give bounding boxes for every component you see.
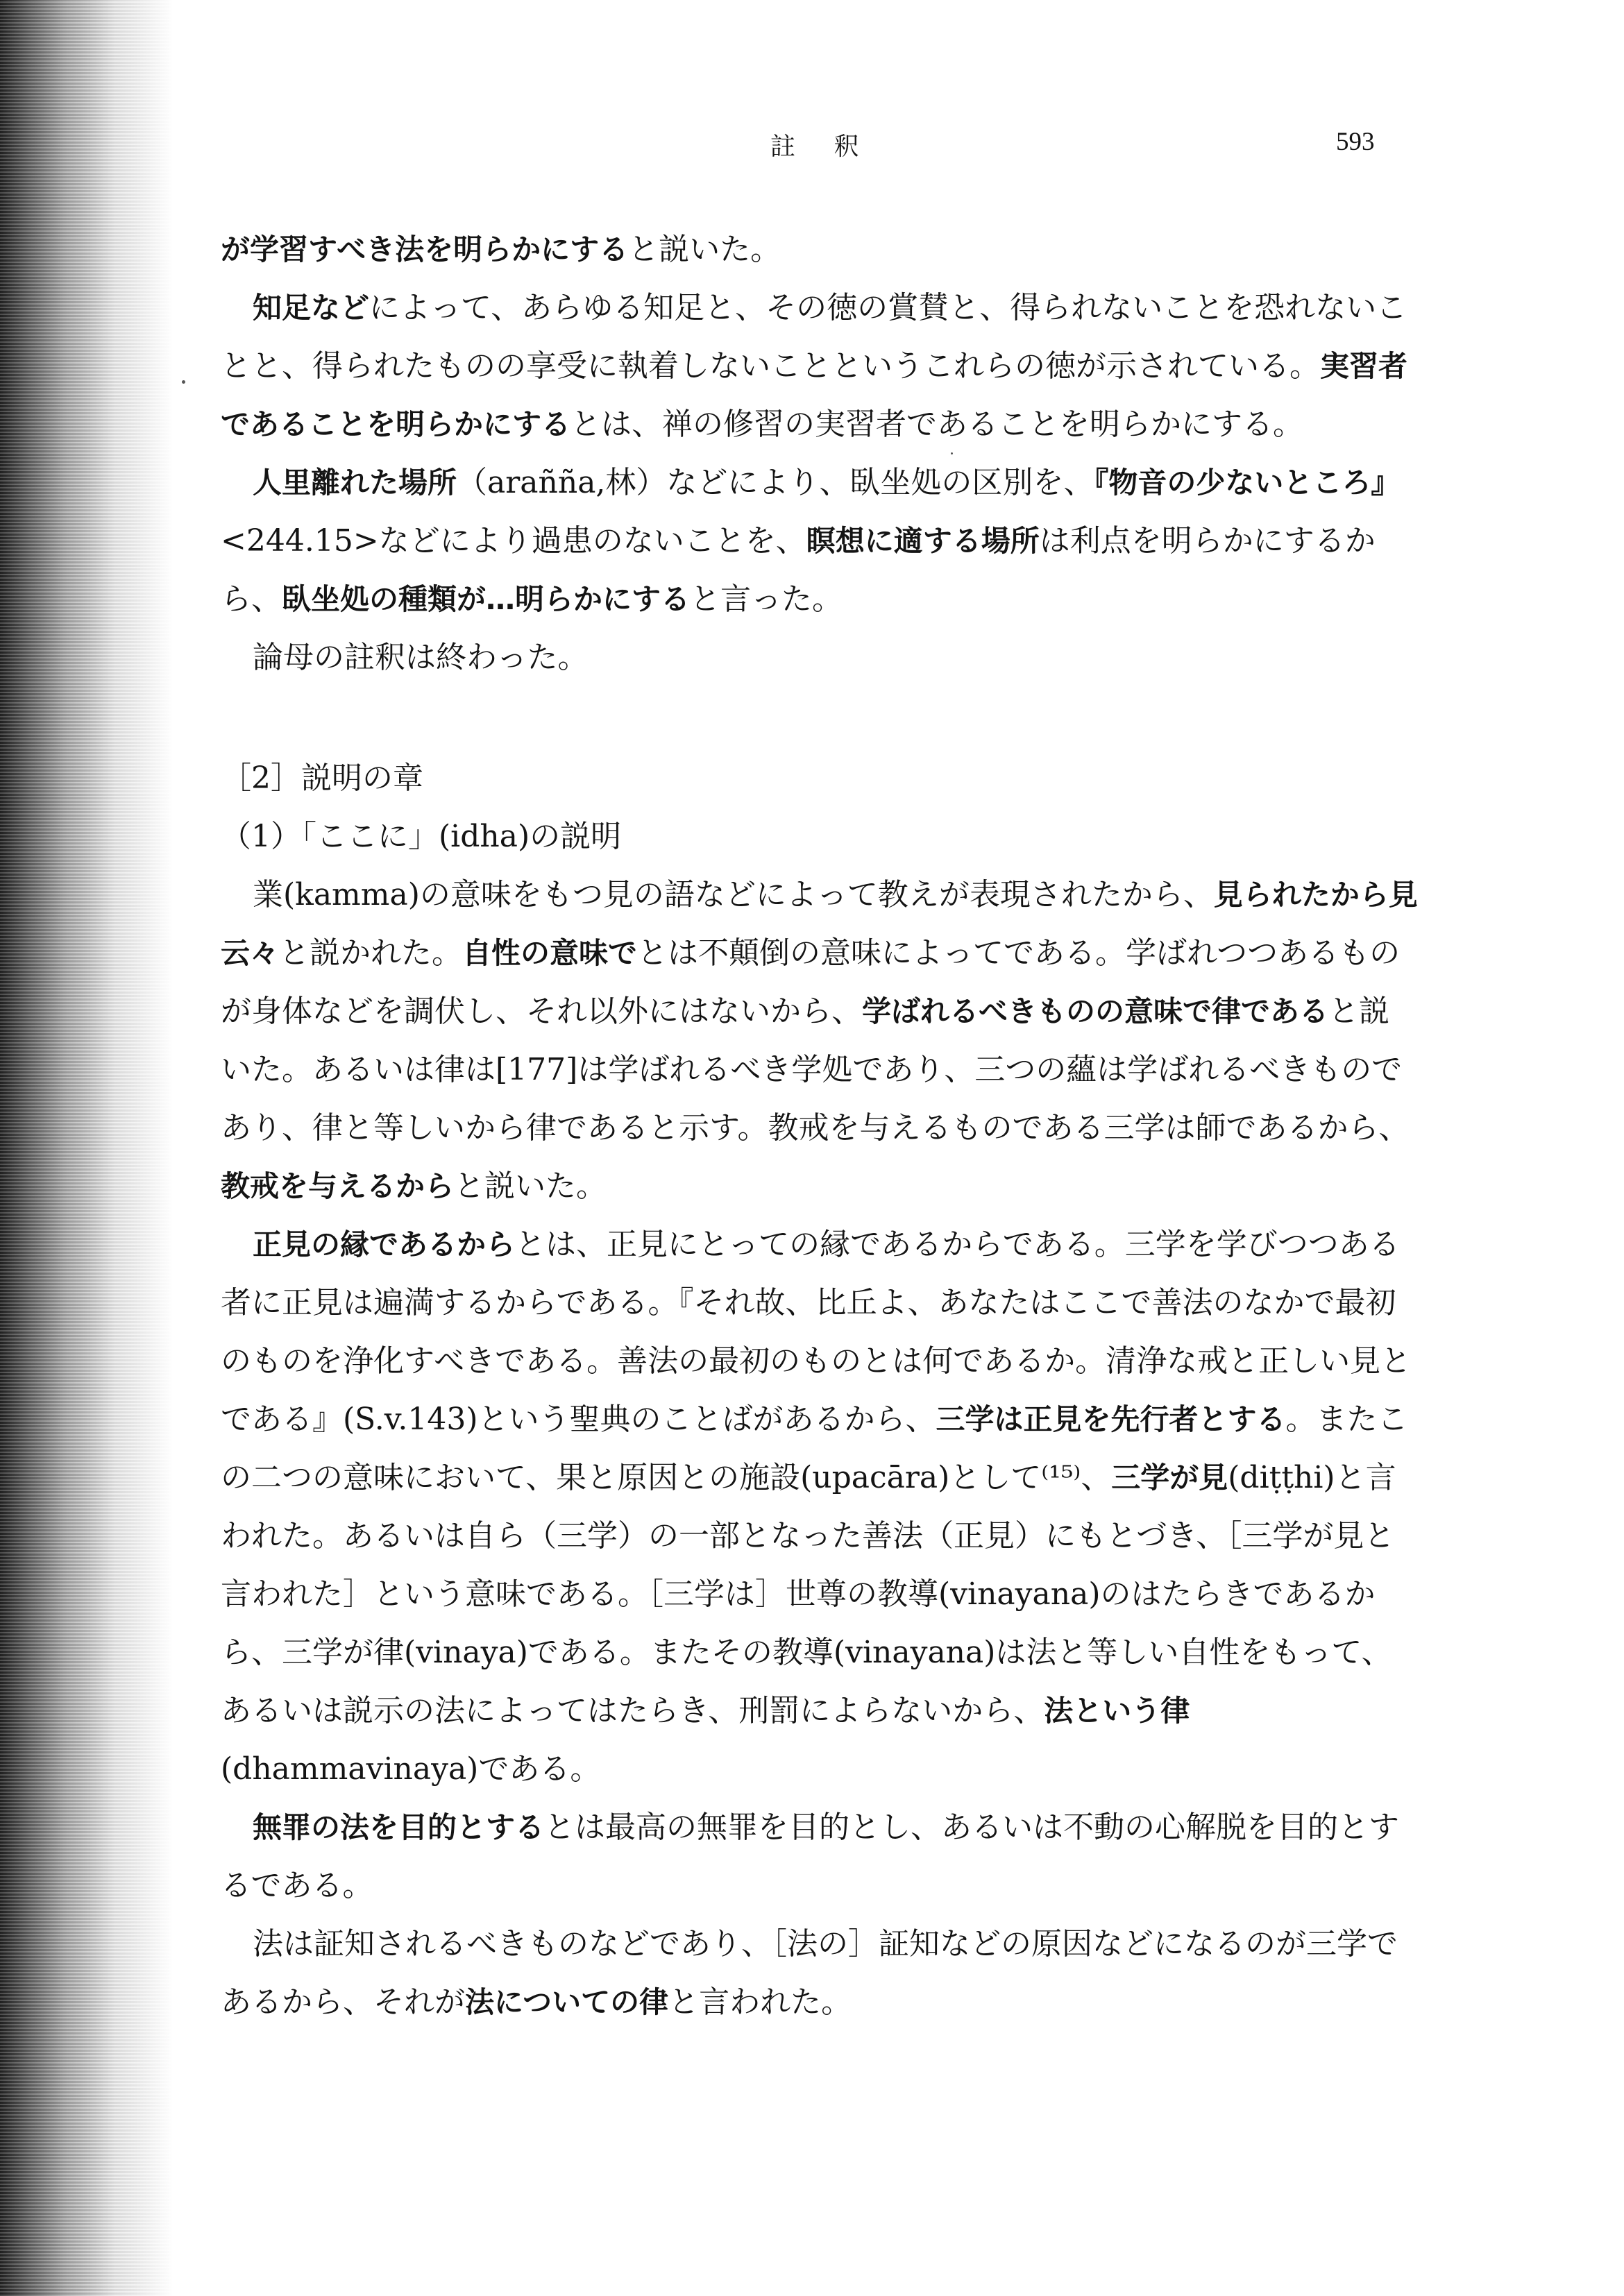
bold-term: 実習者であることを明らかにする <box>221 349 1408 441</box>
bold-term: 『物音の少ないところ』 <box>1094 466 1401 500</box>
bold-term: 臥坐処の種類が…明らかにする <box>282 582 691 616</box>
text-run: とは最高の無罪を目的とし、あるいは不動の心解脱を目的とするである。 <box>221 1810 1400 1903</box>
text-run: ［2］説明の章 <box>221 760 423 796</box>
bold-term: 教戒を与えるから <box>221 1169 455 1203</box>
text-run: によって、あらゆる知足と、その徳の賞賛と、得られないことを恐れないことと、得られたものの享受に執着しないことというこれらの徳が示されている。 <box>221 290 1407 384</box>
text-run: <244.15>などにより過患のないことを、 <box>221 523 806 559</box>
bold-term: 見られたから見云々 <box>221 878 1418 970</box>
text-run: （1）「ここに」(idha)の説明 <box>221 819 622 854</box>
paragraph <box>221 629 1418 687</box>
bold-term: 三学は正見を先行者とする <box>936 1402 1286 1436</box>
body-text <box>221 221 1418 2032</box>
text-run: と説いた。あるいは律は[177]は学ばれるべき学処であり、三つの蘊は学ばれるべきものであり、律と等しいから律であると示す。教戒を与えるものである三学は師であるから、 <box>221 994 1410 1146</box>
paragraph <box>221 1216 1418 1798</box>
text-run: は利点を明らかにするから、 <box>221 523 1376 617</box>
running-head: 註 釈 <box>770 133 874 161</box>
text-run: 論母の註釈は終わった。 <box>253 640 589 675</box>
paragraph <box>221 221 1418 279</box>
paragraph <box>221 866 1418 1216</box>
text-run: と説かれた。 <box>279 935 463 971</box>
text-run: と言った。 <box>690 581 843 617</box>
text-run: とは、正見にとっての縁であるからである。三学を学びつつある者に正見は遍満するからである。『それ故、比丘よ、あなたはここで善法のなかで最初のものを浄化すべきである。善法の最初のものとは何であるか。清浄な戒と正しい見とである』(S.v.143)という聖典のことばがあるから、 <box>221 1227 1412 1437</box>
paragraph <box>221 1798 1418 1915</box>
bold-term: 知足など <box>253 291 370 325</box>
binding-gutter-texture <box>0 0 174 2296</box>
text-run: とは不顛倒の意味によってである。学ばれつつあるものが身体などを調伏し、それ以外にはないから、 <box>221 935 1401 1029</box>
text-run: （arañña,林）などにより、臥坐処の区別を、 <box>457 465 1094 500</box>
text-run: と言われた。 <box>668 1984 852 2020</box>
paragraph <box>221 1915 1418 2032</box>
text-run: 業(kamma)の意味をもつ見の語などによって教えが表現されたから、 <box>253 877 1214 912</box>
bold-term: 瞑想に適する場所 <box>806 524 1040 558</box>
scan-speck <box>951 452 953 454</box>
page-number: 593 <box>1336 128 1375 156</box>
scan-speck <box>182 380 185 384</box>
bold-term: 法という律 <box>1044 1694 1190 1728</box>
bold-term: が学習すべき法を明らかにする <box>221 232 629 266</box>
bold-term: 三学が見 <box>1111 1461 1228 1495</box>
bold-term: 法についての律 <box>465 1985 669 2019</box>
bold-term: 無罪の法を目的とする <box>253 1810 545 1844</box>
paragraph <box>221 279 1418 454</box>
text-run: 法は証知されるべきものなどであり、［法の］証知などの原因などになるのが三学であるから、それが <box>221 1926 1398 2020</box>
bold-term: 正見の縁であるから <box>253 1227 516 1261</box>
paragraph <box>221 808 1418 866</box>
text-run: 。またこの二つの意味において、果と原因との施設(upacāra)として⁽¹⁵⁾、 <box>221 1402 1408 1495</box>
bold-term: 人里離れた場所 <box>253 466 457 500</box>
text-run: (dhammavinaya)である。 <box>221 1751 601 1787</box>
section-gap <box>221 687 1418 749</box>
paragraph <box>221 454 1418 629</box>
bold-term: 学ばれるべきものの意味で律である <box>862 994 1329 1028</box>
text-run: と説いた。 <box>454 1168 607 1204</box>
text-run: と説いた。 <box>628 232 781 267</box>
text-run: とは、禅の修習の実習者であることを明らかにする。 <box>570 407 1304 442</box>
text-run: (diṭṭhi)と言われた。あるいは自ら（三学）の一部となった善法（正見）にもとづき、［三学が見と言われた］という意味である。［三学は］世尊の教導(vinayana)のはたらきであるから、三学が律(vinaya)である。またその教導(vinayana)は法と等しい自性をもって、あるいは説示の法によってはたらき、刑罰によらないから、 <box>221 1460 1396 1728</box>
paragraph <box>221 749 1418 808</box>
bold-term: 自性の意味で <box>462 936 638 970</box>
